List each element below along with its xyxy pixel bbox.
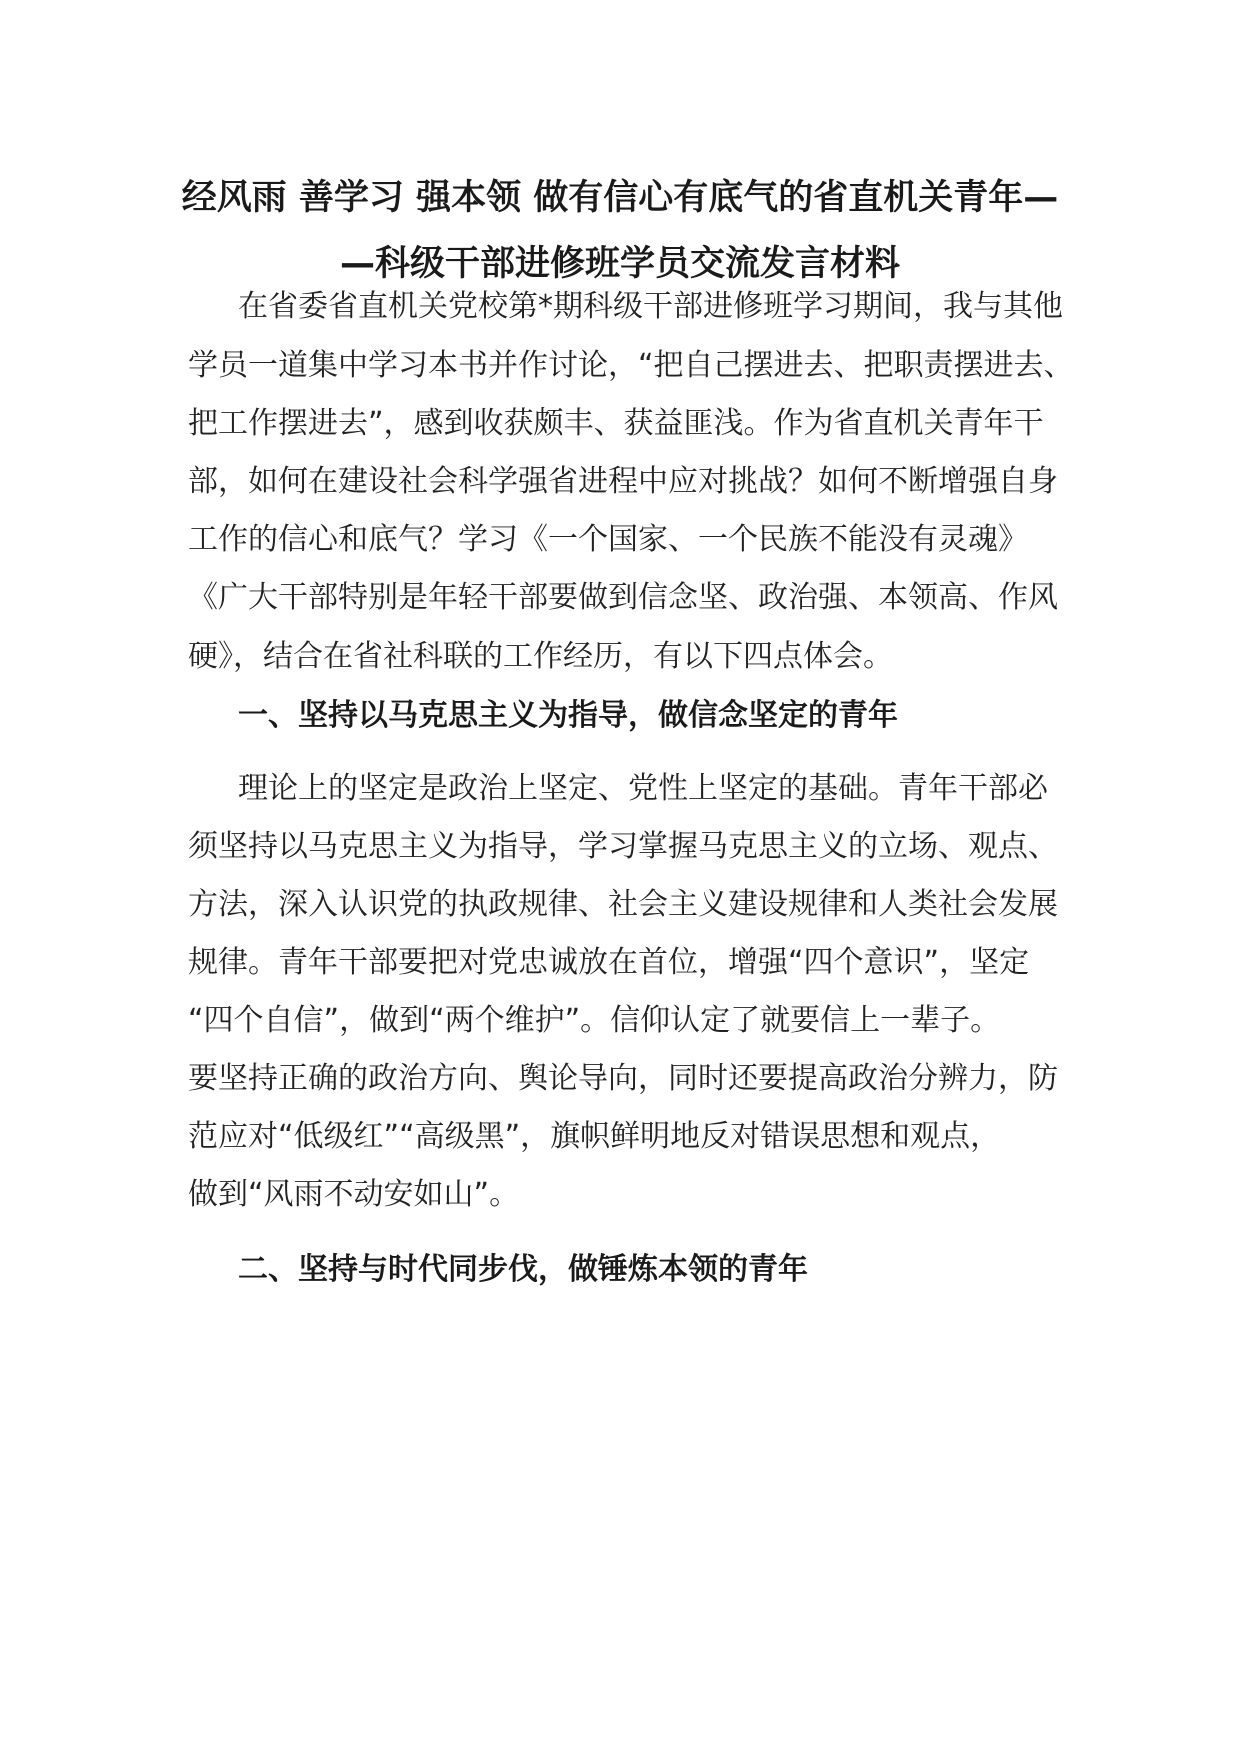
document-title-line-1: 经风雨 善学习 强本领 做有信心有底气的省直机关青年— xyxy=(181,178,1059,218)
document-title-line-2: —科级干部进修班学员交流发言材料 xyxy=(339,244,900,284)
paragraph-1-line-5: 工作的信心和底气？学习《一个国家、一个民族不能没有灵魂》 xyxy=(188,522,1028,557)
paragraph-2-line-5: “四个自信”，做到“两个维护”。信仰认定了就要信上一辈子。 xyxy=(188,1003,1001,1038)
paragraph-2-line-3: 方法，深入认识党的执政规律、社会主义建设规律和人类社会发展 xyxy=(188,887,1058,922)
paragraph-2-line-1: 理论上的坚定是政治上坚定、党性上坚定的基础。青年干部必 xyxy=(238,771,1048,806)
paragraph-1-line-1: 在省委省直机关党校第*期科级干部进修班学习期间，我与其他 xyxy=(238,289,1063,324)
paragraph-1-line-7: 硬》，结合在省社科联的工作经历，有以下四点体会。 xyxy=(188,639,893,674)
paragraph-1-line-3: 把工作摆进去”，感到收获颇丰、获益匪浅。作为省直机关青年干 xyxy=(188,406,1044,441)
paragraph-2-line-4: 规律。青年干部要把对党忠诚放在首位，增强“四个意识”，坚定 xyxy=(188,945,1030,980)
paragraph-2-line-8: 做到“风雨不动安如山”。 xyxy=(188,1177,520,1212)
paragraph-2-line-2: 须坚持以马克思主义为指导，学习掌握马克思主义的立场、观点、 xyxy=(188,829,1058,864)
section-heading-1: 一、坚持以马克思主义为指导，做信念坚定的青年 xyxy=(238,698,898,733)
paragraph-1-line-6: 《广大干部特别是年轻干部要做到信念坚、政治强、本领高、作风 xyxy=(188,580,1058,615)
paragraph-2-line-6: 要坚持正确的政治方向、舆论导向，同时还要提高政治分辨力，防 xyxy=(188,1061,1058,1096)
paragraph-2-line-7: 范应对“低级红”“高级黑”，旗帜鲜明地反对错误思想和观点， xyxy=(188,1119,1001,1154)
section-heading-2: 二、坚持与时代同步伐，做锤炼本领的青年 xyxy=(238,1252,808,1287)
paragraph-1-line-2: 学员一道集中学习本书并作讨论，“把自己摆进去、把职责摆进去、 xyxy=(188,348,1074,383)
paragraph-1-line-4: 部，如何在建设社会科学强省进程中应对挑战？如何不断增强自身 xyxy=(188,464,1058,499)
